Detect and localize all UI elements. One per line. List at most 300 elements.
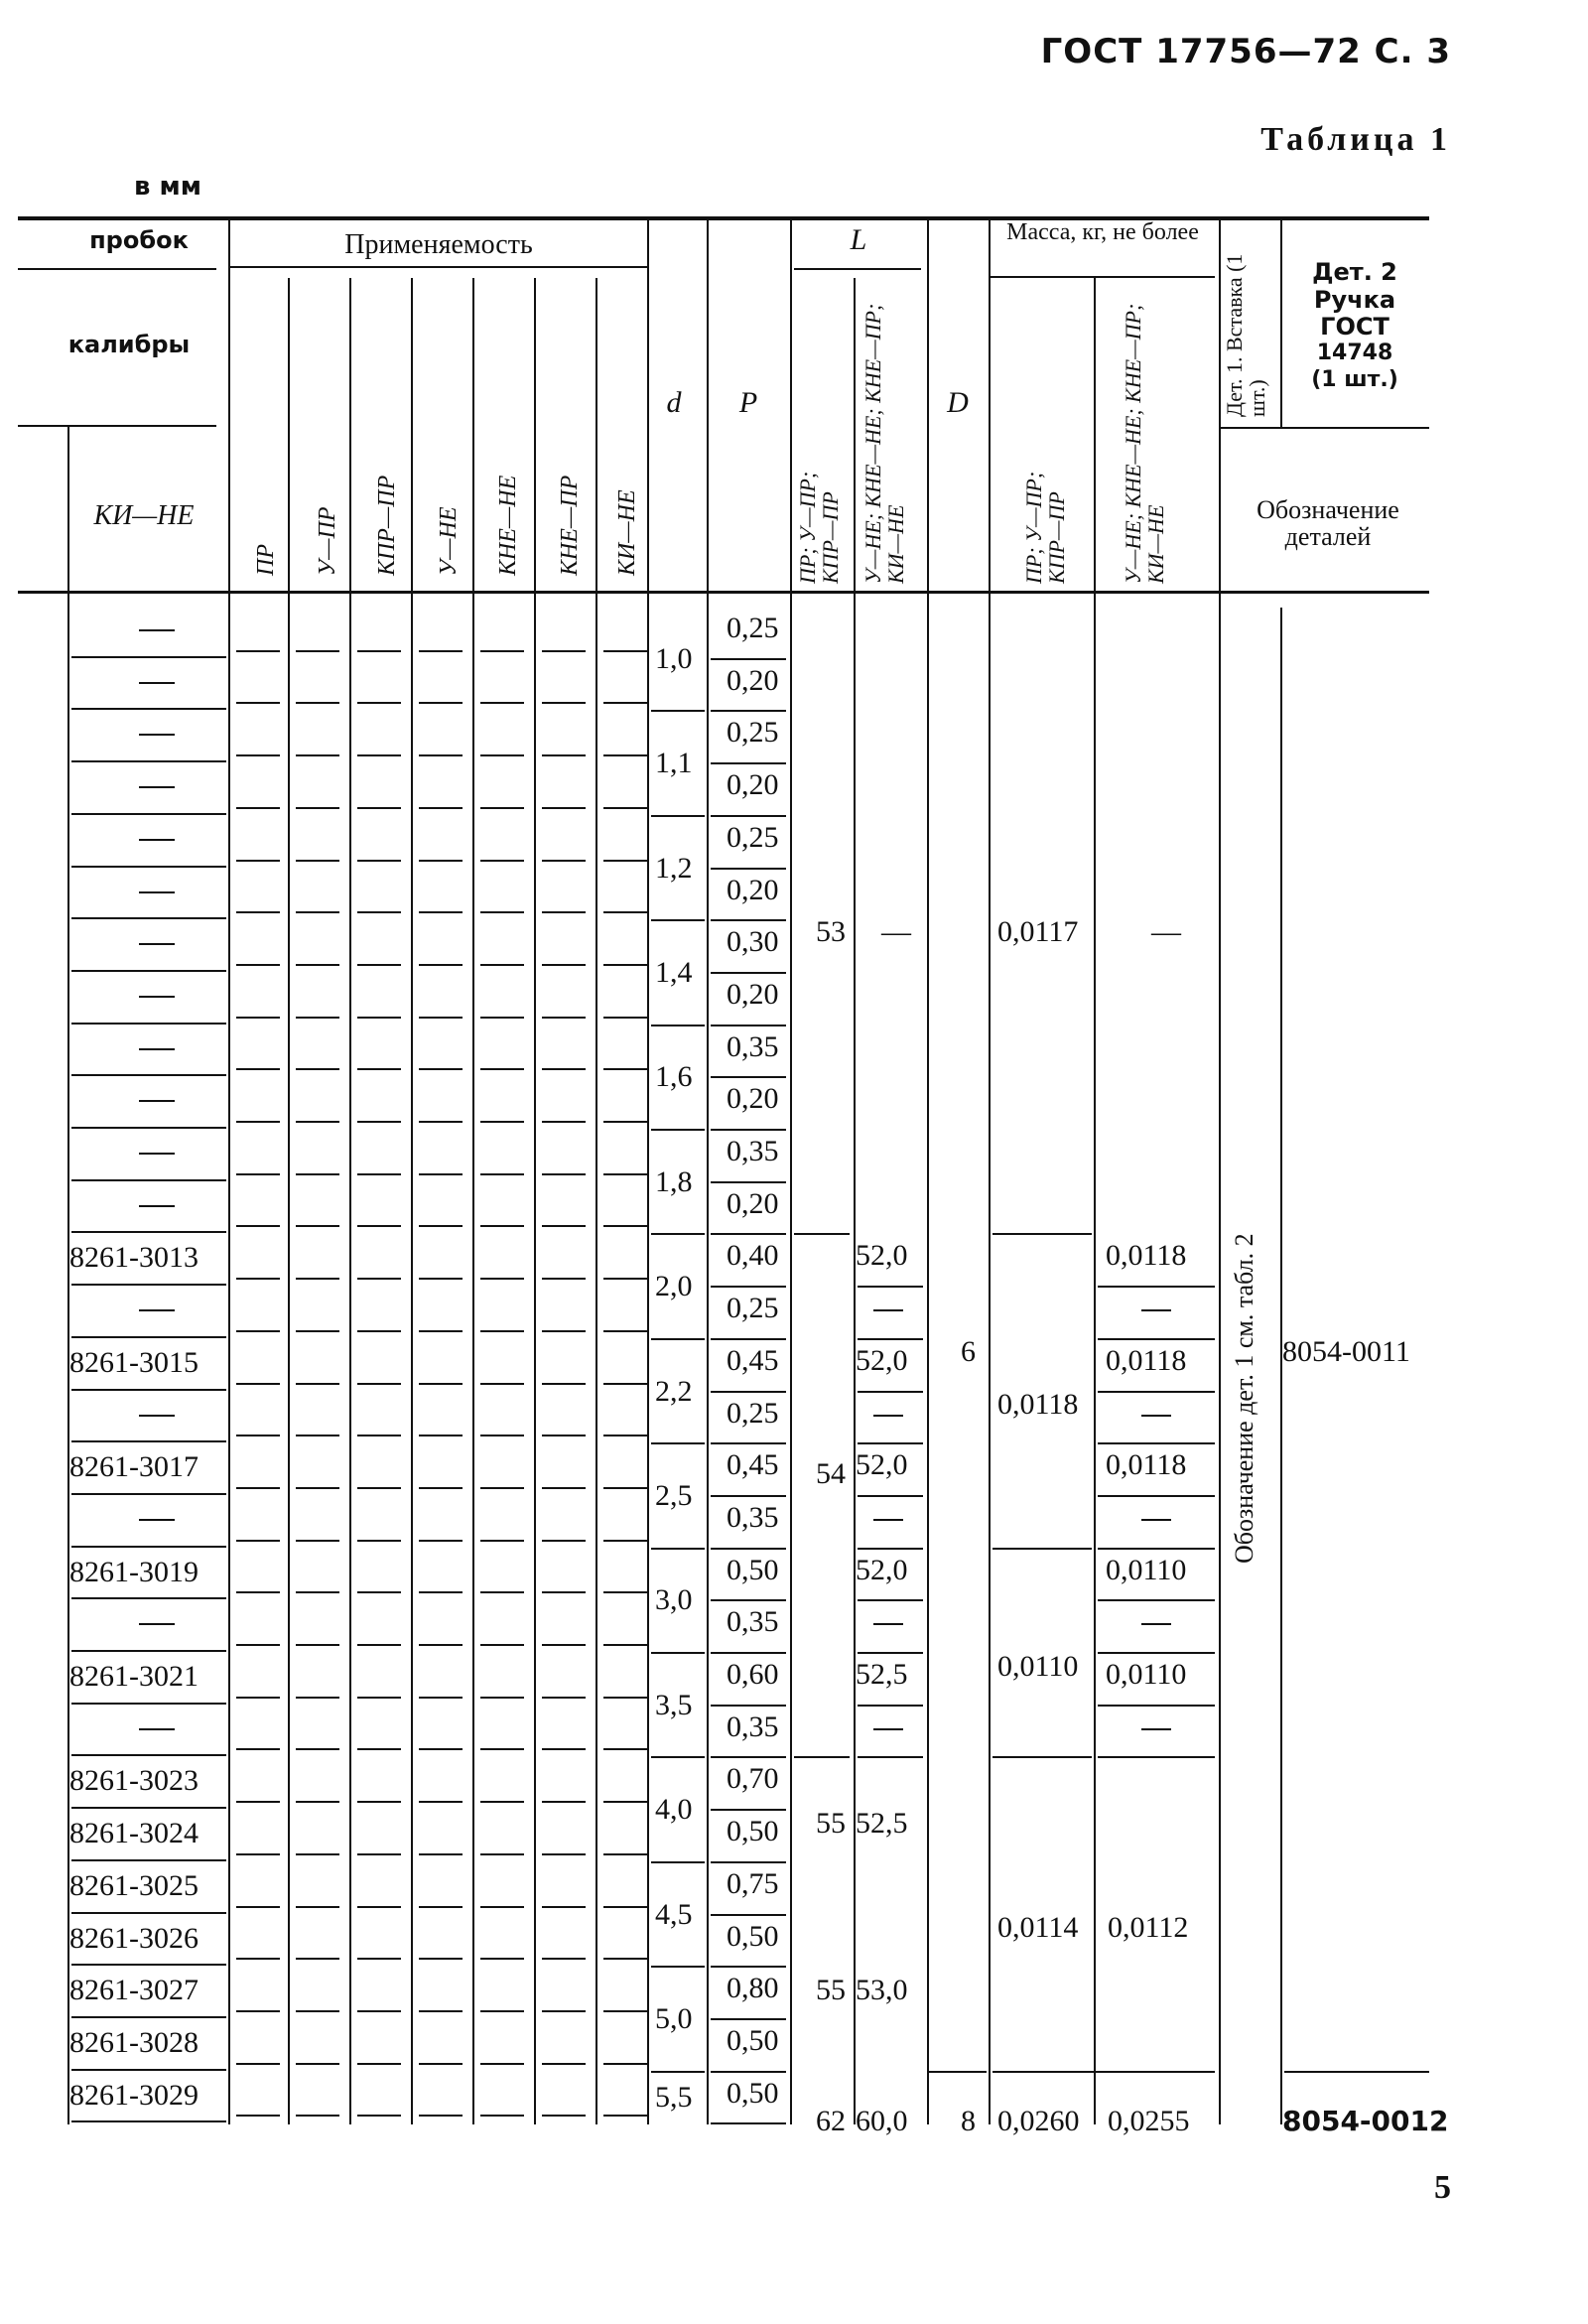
applicability-dash [480,754,524,756]
applicability-dash [357,1487,401,1489]
applicability-dash [419,702,463,704]
diameter-value: 2,2 [655,1374,693,1408]
pitch-rule [711,1025,786,1026]
applicability-dash [542,1958,586,1960]
pitch-value: 0,50 [727,1815,779,1848]
column-rule [596,278,597,2124]
applicability-dash [296,2115,339,2117]
mass-block-rule [992,2071,1215,2073]
l2-rule [858,1548,923,1550]
applicability-dash [296,1540,339,1542]
applicability-dash [357,1383,401,1385]
m2-value: 0,0118 [1106,1343,1187,1377]
m2-rule [1098,1548,1215,1550]
row-rule [71,1179,226,1181]
diameter-value: 1,4 [655,955,693,989]
pitch-value: 0,50 [727,1553,779,1586]
diameter-rule [651,1652,705,1654]
m1-value-0110: 0,0110 [997,1650,1079,1683]
applicability-dash [236,1697,280,1699]
code-dash [139,996,175,998]
applicability-dash [542,1225,586,1227]
applicability-dash [480,2115,524,2117]
applicability-dash [542,911,586,913]
diameter-value: 1,1 [655,747,693,780]
applicability-dash [480,2063,524,2065]
applicability-dash [419,1225,463,1227]
applicability-dash [542,860,586,862]
applicability-dash [236,1748,280,1750]
det1-note: Обозначение дет. 1 см. табл. 2 [1230,1233,1258,1564]
applicability-dash [296,1853,339,1855]
applicability-dash [236,911,280,913]
applicability-dash [357,1121,401,1123]
l2-rule [858,1652,923,1654]
m2-value: 0,0118 [1106,1239,1187,1273]
appl-pr-header: ПР [253,544,279,576]
applicability-dash [480,1748,524,1750]
row-rule [71,1703,226,1705]
applicability-dash [357,807,401,809]
applicability-dash [480,650,524,652]
m2-value-dash: — [1151,915,1181,948]
m2-rule [1098,1442,1215,1444]
pitch-value: 0,20 [727,1082,779,1116]
applicability-dash [357,754,401,756]
applicability-dash [542,1644,586,1646]
row-rule [71,1127,226,1129]
column-rule [1219,220,1221,2124]
applicability-dash [603,964,647,966]
applicability-dash [357,1853,401,1855]
applicability-dash [419,1697,463,1699]
applicability-dash [542,1278,586,1280]
m2-rule [1098,1652,1215,1654]
diameter-rule [651,1129,705,1131]
m2-value: 0,0110 [1106,1658,1187,1691]
m2-rule [1098,1599,1215,1601]
applicability-dash [357,1278,401,1280]
appl-u-ne-header: У—НЕ [436,506,462,576]
row-rule [71,760,226,762]
applicability-dash [236,807,280,809]
applicability-dash [357,1591,401,1593]
l2-block-rule [858,1756,923,1758]
applicability-dash [236,2063,280,2065]
m1-value-0118: 0,0118 [997,1388,1079,1421]
col-kalibry-header: калибры [67,331,191,358]
code-dash [139,1309,175,1311]
code-dash [139,891,175,893]
column-rule [1094,278,1096,2124]
applicability-dash [296,1801,339,1803]
l2-rule [858,1599,923,1601]
l2-dash [873,1519,903,1521]
column-rule [989,220,991,2124]
pitch-value: 0,40 [727,1239,779,1273]
m1-value-0114: 0,0114 [997,1911,1079,1944]
diameter-value: 5,5 [655,2080,693,2114]
code-dash [139,1519,175,1521]
gauge-code: 8261-3029 [69,2078,198,2112]
applicability-dash [419,1801,463,1803]
diameter-value: 3,0 [655,1583,693,1617]
diameter-value: 4,0 [655,1793,693,1827]
row-rule [71,1389,226,1391]
l2-dash [873,1623,903,1625]
applicability-dash [419,1906,463,1908]
m2-value-0112: 0,0112 [1108,1911,1189,1944]
kalibry-underline [18,425,216,427]
diameter-rule [651,1548,705,1550]
pitch-value: 0,25 [727,716,779,750]
gauge-code: 8261-3027 [69,1974,198,2007]
pitch-rule [711,1652,786,1654]
applicability-dash [296,1383,339,1385]
appl-ki-ne-header: КИ—НЕ [614,489,640,576]
applicability-dash [357,702,401,704]
applicability-dash [480,2010,524,2012]
document-reference: ГОСТ 17756—72 С. 3 [1040,32,1451,71]
applicability-dash [480,1121,524,1123]
pitch-rule [711,1076,786,1078]
pitch-rule [711,2122,786,2124]
pitch-value: 0,35 [727,1029,779,1063]
applicability-dash [419,1748,463,1750]
applicability-dash [357,1435,401,1436]
applicability-dash [419,2063,463,2065]
column-rule [472,278,474,2124]
D-block-rule [929,2071,987,2073]
pitch-value: 0,45 [727,1343,779,1377]
applicability-dash [480,1383,524,1385]
applicability-dash [236,1017,280,1019]
applicability-dash [603,1225,647,1227]
col-l-header: L [850,223,867,256]
det-underline [1221,427,1429,429]
applicability-dash [419,1278,463,1280]
applicability-dash [603,1697,647,1699]
gauge-code: 8261-3025 [69,1868,198,1902]
m1-block-rule [992,1548,1092,1550]
pitch-value: 0,50 [727,2076,779,2110]
m1-block-rule [992,1233,1092,1235]
diameter-rule [651,919,705,921]
gauge-code: 8261-3024 [69,1817,198,1850]
applicability-dash [542,1748,586,1750]
applicability-dash [480,1697,524,1699]
l2-dash [873,1309,903,1311]
applicability-dash [542,964,586,966]
diameter-rule [651,2071,705,2073]
gauge-code: 8261-3015 [69,1345,198,1379]
det2-header-line1: Дет. 2 [1312,258,1397,286]
m2-rule [1098,1495,1215,1497]
applicability-dash [357,2063,401,2065]
applicability-dash [542,1801,586,1803]
applicability-dash [419,911,463,913]
m2-value: 0,0118 [1106,1448,1187,1482]
m2-dash [1141,1519,1171,1521]
m2-rule [1098,1705,1215,1707]
applicability-dash [296,1644,339,1646]
applicability-dash [296,650,339,652]
applicability-dash [480,964,524,966]
applicability-dash [236,1487,280,1489]
pitch-value: 0,35 [727,1605,779,1639]
l2-value: 52,5 [856,1658,908,1691]
applicability-dash [236,1591,280,1593]
applicability-dash [236,964,280,966]
column-rule [707,220,709,2124]
row-rule [71,1284,226,1286]
pitch-rule [711,1599,786,1601]
applicability-dash [357,2115,401,2117]
pitch-rule [711,2071,786,2073]
applicability-dash [236,1225,280,1227]
applicability-dash [419,807,463,809]
applicability-dash [480,1487,524,1489]
m2-value: 0,0110 [1106,1553,1187,1586]
pitch-rule [711,972,786,974]
appl-u-pr-header: У—ПР [315,506,340,576]
pitch-rule [711,1756,786,1758]
applicability-dash [236,650,280,652]
row-rule [71,1754,226,1756]
pitch-value: 0,25 [727,1292,779,1325]
applicability-dash [296,702,339,704]
l1-value-53: 53 [816,915,846,948]
m2-rule [1098,1391,1215,1393]
applicability-dash [236,1540,280,1542]
pitch-rule [711,1966,786,1968]
applicability-dash [419,754,463,756]
m1-header: ПР; У—ПР; КПР—ПР [1021,471,1070,584]
appl-kne-ne-header: КНЕ—НЕ [495,475,521,576]
probok-underline [18,268,216,270]
applicability-dash [296,1697,339,1699]
column-rule [288,278,290,2124]
applicability-dash [542,1435,586,1436]
applicability-dash [480,1278,524,1280]
row-rule [71,1440,226,1442]
diameter-rule [651,1025,705,1026]
applicability-dash [419,1173,463,1175]
pitch-rule [711,1861,786,1863]
applicability-dash [419,1487,463,1489]
applicability-dash [296,1121,339,1123]
pitch-value: 0,20 [727,977,779,1011]
applicability-dash [603,1383,647,1385]
applicability-dash [236,2115,280,2117]
pitch-rule [711,762,786,764]
D-value-8: 8 [961,2105,976,2137]
gauge-code: 8261-3023 [69,1764,198,1798]
row-rule [71,970,226,972]
applicability-dash [357,1017,401,1019]
applicability-dash [603,1173,647,1175]
col-oboznachenie-header: Обозначение деталей [1257,495,1399,552]
l2-rule [858,1442,923,1444]
applicability-dash [480,1068,524,1070]
applicability-dash [296,911,339,913]
m2-dash [1141,1415,1171,1417]
code-dash [139,682,175,684]
D-value-6: 6 [961,1335,976,1368]
l2-header: У—НЕ; КНЕ—НЕ; КНЕ—ПР; КИ—НЕ [860,303,909,584]
applicability-dash [542,1383,586,1385]
col-p-header: P [738,386,758,419]
row-rule [71,813,226,815]
applicability-dash [236,1853,280,1855]
massa-underline [989,276,1215,278]
m2-block-rule [1098,1756,1215,1758]
l2-value: 52,0 [856,1553,908,1586]
det2-header-line4: 14748 [1316,341,1393,365]
pitch-value: 0,75 [727,1866,779,1900]
gauge-code: 8261-3021 [69,1660,198,1693]
pitch-rule [711,1391,786,1393]
det2-value-0012: 8054-0012 [1282,2105,1449,2137]
det2-value-0011: 8054-0011 [1282,1335,1410,1368]
row-rule [71,2069,226,2071]
code-dash [139,1205,175,1207]
pitch-value: 0,20 [727,1186,779,1220]
applicability-dash [357,1906,401,1908]
pitch-rule [711,1495,786,1497]
applicability-dash [480,1958,524,1960]
code-dash [139,943,175,945]
applicability-dash [480,1853,524,1855]
gauge-code: 8261-3019 [69,1555,198,1588]
applicability-dash [296,964,339,966]
l1-value-55a: 55 [816,1807,846,1840]
applicability-dash [480,1225,524,1227]
applicability-dash [603,1801,647,1803]
row-rule [71,1859,226,1861]
det2-header-line2: Ручка [1313,286,1396,314]
row-rule [71,1650,226,1652]
applicability-dash [236,1958,280,1960]
applicability-dash [236,1068,280,1070]
applicability-dash [296,1906,339,1908]
row-rule [71,1336,226,1338]
l2-value-600: 60,0 [856,2105,908,2137]
applicability-dash [236,1435,280,1436]
diameter-value: 2,0 [655,1270,693,1303]
pitch-rule [711,1548,786,1550]
pitch-rule [711,1705,786,1707]
pitch-rule [711,1129,786,1131]
diameter-value: 1,0 [655,641,693,675]
applicability-dash [480,1017,524,1019]
l2-rule [858,1705,923,1707]
applicability-dash [603,1853,647,1855]
det1-header: Дет. 1. Вставка (1 шт.) [1222,253,1270,417]
applicability-dash [236,1278,280,1280]
gauge-code: 8261-3026 [69,1921,198,1955]
applicability-dash [480,807,524,809]
diameter-rule [651,1442,705,1444]
applicability-dash [480,1591,524,1593]
det2-block-rule [1284,2071,1429,2073]
diameter-value: 1,6 [655,1060,693,1094]
diameter-value: 2,5 [655,1478,693,1512]
applicability-dash [419,650,463,652]
applicability-dash [542,1330,586,1332]
applicability-dash [357,1068,401,1070]
pitch-value: 0,80 [727,1972,779,2005]
diameter-rule [651,1233,705,1235]
row-rule [71,1807,226,1809]
applicability-dash [296,1591,339,1593]
code-dash [139,786,175,788]
pitch-value: 0,20 [727,663,779,697]
applicability-dash [603,1906,647,1908]
m2-value-0255: 0,0255 [1108,2105,1190,2137]
column-rule [534,278,536,2124]
applicability-dash [357,1330,401,1332]
appl-kpr-pr-header: КПР—ПР [374,475,400,576]
column-rule [349,278,351,2124]
pitch-rule [711,1338,786,1340]
applicability-dash [419,1958,463,1960]
diameter-rule [651,710,705,712]
applicability-dash [357,860,401,862]
applicability-dash [419,1644,463,1646]
l2-rule [858,1338,923,1340]
units-label: в мм [134,172,202,202]
m2-dash [1141,1728,1171,1730]
applicability-dash [419,860,463,862]
applicability-dash [357,650,401,652]
col-probok-header: пробок [89,226,189,254]
applicability-dash [296,2063,339,2065]
applicability-dash [480,1173,524,1175]
applicability-dash [603,807,647,809]
applicability-dash [603,2115,647,2117]
gauge-code: 8261-3013 [69,1241,198,1275]
pitch-rule [711,1914,786,1916]
primenyaemost-underline [230,266,647,268]
applicability-dash [542,1173,586,1175]
column-rule [647,220,649,2124]
l1-block-rule [794,1233,850,1235]
m2-dash [1141,1309,1171,1311]
applicability-dash [296,2010,339,2012]
applicability-dash [296,1173,339,1175]
applicability-dash [603,1068,647,1070]
appl-kne-pr-header: КНЕ—ПР [557,475,583,576]
applicability-dash [603,1540,647,1542]
applicability-dash [603,1487,647,1489]
applicability-dash [296,1068,339,1070]
applicability-dash [542,1121,586,1123]
l2-dash [873,1728,903,1730]
applicability-dash [296,1278,339,1280]
applicability-dash [542,702,586,704]
applicability-dash [480,1906,524,1908]
applicability-dash [603,860,647,862]
applicability-dash [480,860,524,862]
applicability-dash [542,2063,586,2065]
code-dash [139,1153,175,1155]
applicability-dash [603,1121,647,1123]
applicability-dash [542,1906,586,1908]
row-rule [71,1023,226,1025]
pitch-value: 0,50 [727,2023,779,2057]
applicability-dash [236,754,280,756]
